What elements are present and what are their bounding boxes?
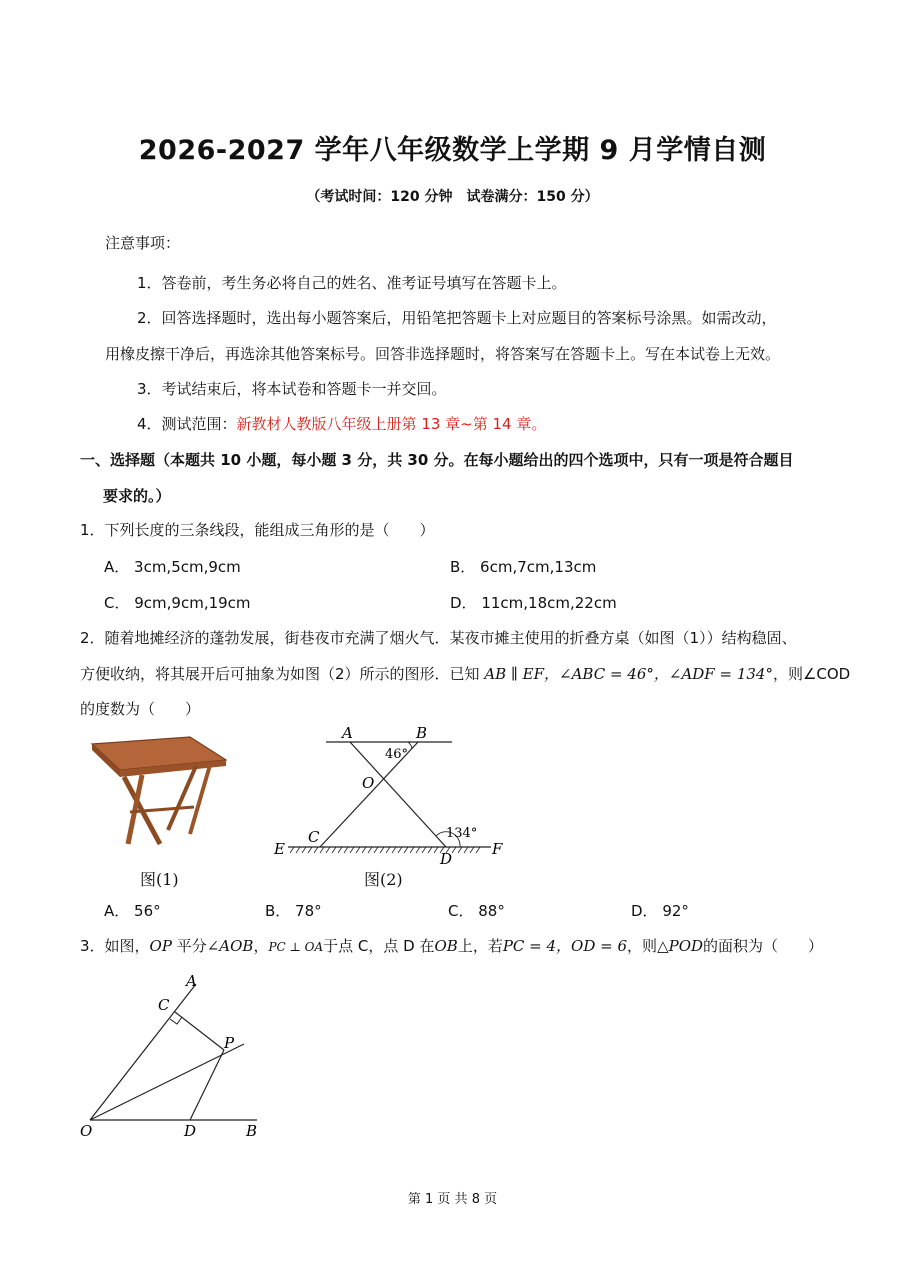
q3-math-lengths: PC = 4，OD = 6 [502, 937, 628, 955]
q2-line2-end: ，则∠COD [772, 665, 851, 683]
q3-text-4: 上，若 [457, 937, 503, 955]
note-2b: 用橡皮擦干净后，再选涂其他答案标号。回答非选择题时，将答案写在答题卡上。写在本试卷上无效。 [105, 345, 781, 363]
label-d: D [440, 850, 453, 868]
label-b: B [246, 1122, 258, 1140]
label-o: O [362, 774, 375, 792]
q2-line2-text: 方便收纳，将其展开后可抽象为如图（2）所示的图形．已知 [80, 665, 485, 683]
note-4-scope: 新教材人教版八年级上册第 13 章~第 14 章。 [236, 415, 547, 433]
q2-line2 [80, 663, 850, 684]
label-c: C [308, 828, 320, 846]
label-p: P [224, 1034, 235, 1052]
figure-2-caption: 图(2) [364, 870, 403, 889]
exam-info: （考试时间：120 分钟 试卷满分：150 分） [306, 189, 599, 205]
q3-text-1: 平分 [171, 937, 207, 955]
q1-option-a: A． 3cm,5cm,9cm [104, 558, 241, 576]
angle-46-label: 46° [385, 747, 409, 762]
q3-math-triangle: △POD [657, 937, 704, 955]
q2-line1: 2．随着地摊经济的蓬勃发展，街巷夜市充满了烟火气．某夜市摊主使用的折叠方桌（如图（1））结构稳固、 [80, 629, 797, 647]
page-title: 2026-2027 学年八年级数学上学期 9 月学情自测 [138, 135, 767, 166]
figure-2-diagram [266, 718, 516, 868]
q3-math-ob: OB [434, 937, 458, 955]
section-heading-line2: 要求的。） [103, 487, 171, 505]
q3-stem-start: 3．如图， [80, 937, 150, 955]
q2-option-a: A． 56° [104, 902, 161, 920]
label-e: E [274, 840, 285, 858]
note-3: 3．考试结束后，将本试卷和答题卡一并交回。 [137, 380, 447, 398]
q1-option-b: B． 6cm,7cm,13cm [450, 558, 597, 576]
section-heading-line1: 一、选择题（本题共 10 小题，每小题 3 分，共 30 分。在每小题给出的四个选项中，只有一项是符合题目 [80, 451, 794, 469]
label-c: C [158, 996, 170, 1014]
label-b: B [416, 724, 428, 742]
q3-text-6: 的面积为（ ） [703, 937, 824, 955]
label-f: F [492, 840, 503, 858]
q3-text-2: ， [253, 937, 269, 955]
q1-option-c: C． 9cm,9cm,19cm [104, 594, 251, 612]
figure-3-diagram [74, 970, 274, 1145]
q2-option-d: D． 92° [631, 902, 689, 920]
folding-table-photo [84, 732, 234, 852]
q3-math-op: OP [149, 937, 172, 955]
notes-heading: 注意事项： [105, 234, 181, 252]
q2-line3: 的度数为（ ） [80, 700, 201, 718]
q2-option-b: B． 78° [265, 902, 322, 920]
label-a: A [342, 724, 353, 742]
figure-1-caption: 图(1) [140, 870, 179, 889]
q3-stem [80, 935, 823, 956]
page-footer: 第 1 页 共 8 页 [407, 1192, 498, 1207]
note-2a: 2．回答选择题时，选出每小题答案后，用铅笔把答题卡上对应题目的答案标号涂黑。如需改动， [137, 309, 777, 327]
q2-option-c: C． 88° [448, 902, 505, 920]
q3-math-angle: ∠AOB [206, 937, 254, 955]
label-d: D [184, 1122, 197, 1140]
q3-text-5: ，则 [627, 937, 658, 955]
note-4-prefix: 4．测试范围： [137, 415, 237, 433]
angle-134-label: 134° [446, 826, 478, 841]
note-4 [137, 413, 546, 434]
q3-math-perp: PC ⊥ OA [268, 940, 324, 954]
label-a: A [186, 972, 197, 990]
note-1: 1．答卷前，考生务必将自己的姓名、准考证号填写在答题卡上。 [137, 274, 567, 292]
q1-option-d: D． 11cm,18cm,22cm [450, 594, 617, 612]
q2-given-math: AB ∥ EF，∠ABC = 46°，∠ADF = 134° [484, 665, 773, 683]
q1-stem: 1．下列长度的三条线段，能组成三角形的是（ ） [80, 521, 435, 539]
label-o: O [80, 1122, 93, 1140]
q3-text-3: 于点 C，点 D 在 [323, 937, 435, 955]
